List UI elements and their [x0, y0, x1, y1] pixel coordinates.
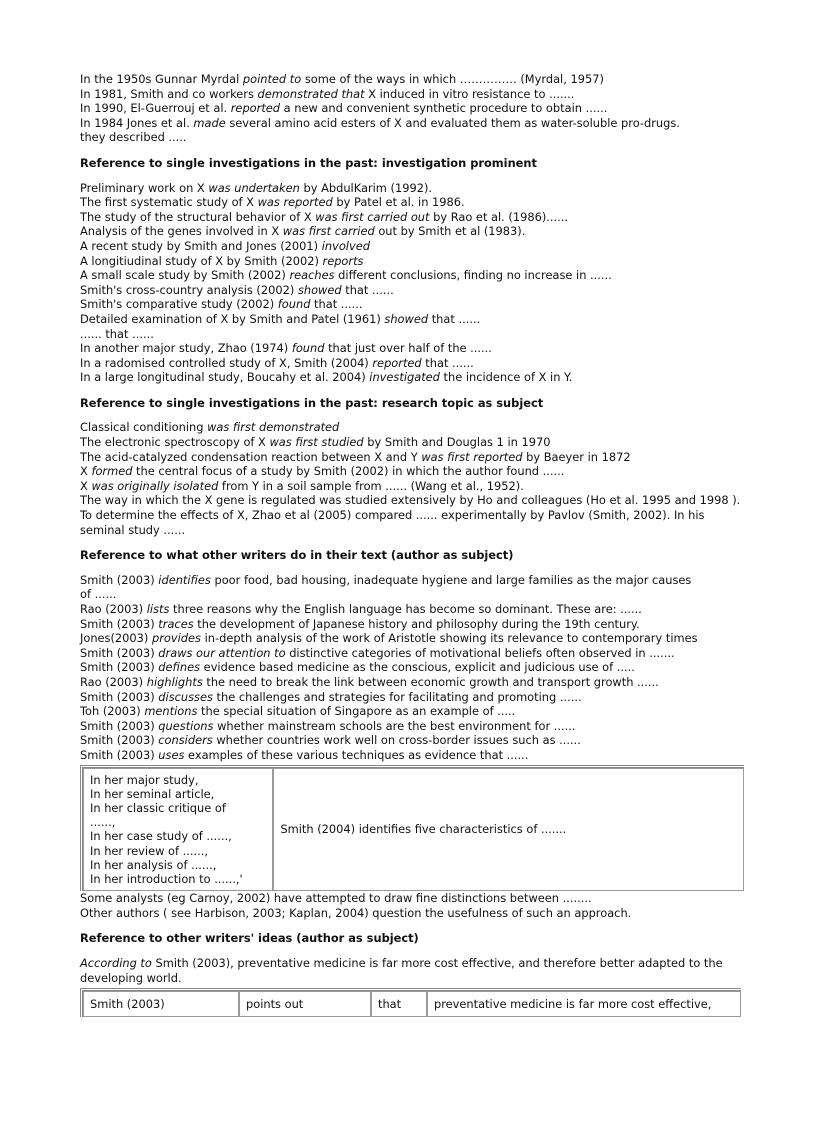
example-line	[80, 130, 744, 145]
example-line	[80, 690, 744, 705]
example-line	[80, 181, 744, 196]
example-line	[80, 660, 744, 675]
reporting-verb: traces	[158, 616, 194, 631]
line-text: by AbdulKarim (1992).	[299, 180, 433, 195]
line-text: the challenges and strategies for facilitating and promoting ......	[212, 689, 582, 704]
line-text: Smith (2003)	[80, 645, 159, 660]
line-text: Smith's cross-country analysis (2002)	[80, 282, 298, 297]
example-line	[80, 675, 744, 690]
heading-research-topic-subject: Reference to single investigations in the past: research topic as subject	[80, 395, 544, 410]
line-text: that ......	[341, 282, 394, 297]
reporting-verb: made	[193, 115, 226, 130]
example-line	[80, 327, 744, 342]
heading-other-writers-ideas: Reference to other writers' ideas (author as subject)	[80, 931, 419, 946]
reporting-verb: identifies	[158, 572, 211, 587]
reporting-verb: was first carried	[282, 224, 375, 239]
line-text: three reasons why the English language has become so dominant. These are: ......	[169, 602, 642, 616]
line-text: X	[80, 464, 92, 479]
intro-examples	[80, 72, 744, 145]
example-line	[80, 341, 744, 356]
line-text: In a radomised controlled study of X, Smith (2004)	[80, 355, 373, 370]
example-line: Other authors ( see Harbison, 2003; Kaplan, 2004) question the usefulness of such an approach.	[80, 905, 632, 920]
according-to-paragraph	[80, 956, 744, 985]
reporting-verb: was undertaken	[208, 180, 300, 195]
line-text: the development of Japanese history and philosophy during the 19th century.	[193, 616, 640, 631]
reporting-verb: was first studied	[269, 435, 364, 450]
reporting-verb: was originally isolated	[91, 478, 219, 493]
example-line	[80, 210, 744, 225]
reporting-verb: reported	[230, 101, 281, 116]
reporting-verb: defines	[158, 660, 201, 675]
reporting-verb: reports	[322, 253, 364, 268]
example-line	[80, 370, 744, 385]
example-line	[80, 254, 744, 269]
line-text: evidence based medicine as the conscious, explicit and judicious use of .....	[200, 660, 635, 675]
example-line	[80, 646, 744, 661]
reporting-verb: reaches	[289, 268, 335, 283]
reporting-verb: provides	[152, 631, 201, 646]
line-text: X induced in vitro resistance to .......	[364, 86, 575, 101]
heading-author-as-subject: Reference to what other writers do in their text (author as subject)	[80, 548, 514, 563]
line-text: whether countries work well on cross-border issues such as ......	[212, 733, 581, 748]
line-text: a new and convenient synthetic procedure to obtain ......	[280, 101, 608, 116]
reporting-verb: pointed to	[242, 72, 302, 86]
reporting-verb: was first carried out	[315, 209, 430, 224]
italic-phrase: According to	[80, 955, 152, 970]
line-text: several amino acid esters of X and evaluated them as water-soluble pro-drugs.	[225, 115, 680, 130]
line-text: by Rao et al. (1986)......	[429, 209, 569, 224]
example-line	[80, 116, 744, 131]
example-line	[80, 748, 744, 763]
example-line	[80, 479, 744, 494]
research-topic-examples	[80, 420, 744, 493]
line-text: that ......	[421, 355, 474, 370]
reporting-verb: showed	[384, 311, 429, 326]
phrase-item: In her major study,	[90, 772, 199, 787]
example-line	[80, 101, 744, 116]
example-line	[80, 72, 744, 87]
line-text: The study of the structural behavior of X	[80, 209, 316, 224]
reporting-verb: lists	[146, 602, 170, 616]
phrases-left-cell	[83, 768, 273, 892]
line-text: X	[80, 478, 92, 493]
example-line	[80, 464, 744, 479]
reporting-verb: uses	[158, 747, 185, 762]
idea-cell-author: Smith (2003)	[83, 991, 239, 1017]
line-text: The electronic spectroscopy of X	[80, 435, 270, 450]
line-text: Smith (2003)	[80, 616, 159, 631]
line-text: by Smith and Douglas 1 in 1970	[363, 435, 551, 450]
line-text: that just over half of the ......	[324, 341, 492, 356]
idea-table	[80, 988, 741, 1017]
line-text: from Y in a soil sample from ...... (Wang et al., 1952).	[218, 478, 524, 493]
idea-cell-that: that	[371, 991, 427, 1017]
investigation-prominent-examples	[80, 181, 744, 385]
line-text: that ......	[310, 297, 363, 312]
line-text: Preliminary work on X	[80, 180, 209, 195]
reporting-verb: found	[291, 341, 325, 356]
reporting-verb: questions	[158, 718, 214, 733]
line-text: Rao (2003)	[80, 674, 147, 689]
example-line	[80, 719, 744, 734]
reporting-verb: considers	[158, 733, 213, 748]
line-text: some of the ways in which …………… (Myrdal, 1957)	[301, 72, 604, 86]
phrase-item: In her analysis of ......,	[90, 857, 217, 872]
example-line	[80, 283, 744, 298]
phrase-item: In her seminal article,	[90, 786, 215, 801]
line-text: out by Smith et al (1983).	[374, 224, 526, 239]
line-text: Smith (2003)	[80, 660, 159, 675]
reporting-verb: demonstrated that	[257, 86, 365, 101]
reporting-verb: investigated	[369, 370, 440, 385]
phrase-item: In her case study of ......,	[90, 829, 232, 844]
reporting-verb: was first reported	[421, 449, 523, 464]
example-line	[80, 450, 744, 465]
reporting-verb: showed	[297, 282, 342, 297]
example-line	[80, 733, 744, 748]
line-text: In a large longitudinal study, Boucahy et al. 2004)	[80, 370, 370, 385]
line-text: Smith (2003)	[80, 572, 159, 587]
example-line	[80, 224, 744, 239]
reporting-verb: discusses	[158, 689, 213, 704]
line-text: whether mainstream schools are the best environment for ......	[213, 718, 576, 733]
line-text: Smith's comparative study (2002)	[80, 297, 278, 312]
reporting-verb: draws our attention to	[158, 645, 286, 660]
example-line	[80, 420, 744, 435]
line-text: A small scale study by Smith (2002)	[80, 268, 290, 283]
reporting-verb: mentions	[144, 704, 198, 719]
example-line: To determine the effects of X, Zhao et al (2005) compared ...... experimentally by Pavlov (Smith, 2002). In his seminal study ......	[80, 508, 705, 537]
line-text: of ......	[80, 587, 117, 602]
reporting-verb: reported	[372, 355, 422, 370]
line-text: Smith (2003)	[80, 689, 159, 704]
line-text: The first systematic study of X	[80, 195, 258, 210]
example-line	[80, 435, 744, 450]
line-text: Smith (2003)	[80, 718, 159, 733]
example-line: Some analysts (eg Carnoy, 2002) have attempted to draw fine distinctions between ........	[80, 891, 592, 906]
line-text: In the 1950s Gunnar Myrdal	[80, 72, 243, 86]
example-line: The way in which the X gene is regulated was studied extensively by Ho and colleagues (Ho et al. 1995 and 1998 ).	[80, 493, 741, 508]
line-text: Jones(2003)	[80, 631, 152, 646]
example-line	[80, 195, 744, 210]
line-text: the need to break the link between economic growth and transport growth ......	[202, 674, 659, 689]
line-text: Rao (2003)	[80, 602, 147, 616]
line-text: the incidence of X in Y.	[439, 370, 573, 385]
line-text: Smith (2003)	[80, 733, 159, 748]
line-text: distinctive categories of motivational beliefs often observed in .......	[285, 645, 675, 660]
reporting-verb: found	[277, 297, 311, 312]
line-text: that ......	[428, 311, 481, 326]
example-line	[80, 268, 744, 283]
example-line	[80, 617, 744, 632]
line-text: in-depth analysis of the work of Aristotle showing its relevance to contemporary times	[200, 631, 698, 646]
line-text: poor food, bad housing, inadequate hygiene and large families as the major causes	[210, 572, 692, 587]
phrases-right-cell: Smith (2004) identifies five characteristics of .......	[273, 768, 744, 892]
line-text: ...... that ......	[80, 326, 154, 341]
example-line	[80, 297, 744, 312]
line-text: Detailed examination of X by Smith and Patel (1961)	[80, 311, 385, 326]
example-line	[80, 573, 744, 588]
phrases-table	[80, 765, 744, 892]
idea-cell-claim: preventative medicine is far more cost effective,	[427, 991, 741, 1017]
line-text: In 1984 Jones et al.	[80, 115, 194, 130]
example-line	[80, 631, 744, 646]
line-text: Classical conditioning	[80, 420, 208, 435]
line-text: examples of these various techniques as evidence that ......	[184, 747, 529, 762]
reporting-verb: was reported	[257, 195, 333, 210]
line-text: In 1981, Smith and co workers	[80, 86, 258, 101]
reporting-verb: highlights	[146, 674, 203, 689]
line-text: the central focus of a study by Smith (2002) in which the author found ......	[132, 464, 565, 479]
example-line	[80, 87, 744, 102]
line-text: Smith (2003)	[80, 747, 159, 762]
reporting-verb: formed	[91, 464, 133, 479]
phrase-item: ......,	[90, 815, 116, 830]
phrase-item: In her review of ......,	[90, 843, 208, 858]
line-text: by Baeyer in 1872	[522, 449, 631, 464]
author-as-subject-examples	[80, 573, 744, 763]
document-page	[80, 72, 744, 1017]
line-text: A longitiudinal study of X by Smith (2002)	[80, 253, 323, 268]
line-text: different conclusions, finding no increase in ......	[334, 268, 612, 283]
example-line	[80, 239, 744, 254]
example-line	[80, 602, 744, 617]
reporting-verb: involved	[321, 238, 370, 253]
line-text: the special situation of Singapore as an example of .....	[197, 704, 516, 719]
example-line	[80, 587, 744, 602]
line-text: Analysis of the genes involved in X	[80, 224, 283, 239]
line-text: by Patel et al. in 1986.	[332, 195, 465, 210]
line-text: A recent study by Smith and Jones (2001)	[80, 238, 322, 253]
phrase-item: In her classic critique of	[90, 800, 226, 815]
example-line	[80, 704, 744, 719]
example-line	[80, 356, 744, 371]
line-text: In 1990, El-Guerrouj et al.	[80, 101, 231, 116]
line-text: The acid-catalyzed condensation reaction between X and Y	[80, 449, 422, 464]
paragraph-text: Smith (2003), preventative medicine is far more cost effective, and therefore better adapted to the developing world.	[80, 955, 723, 985]
reporting-verb: was first demonstrated	[207, 420, 340, 435]
line-text: In another major study, Zhao (1974)	[80, 341, 292, 356]
heading-investigation-prominent: Reference to single investigations in the past: investigation prominent	[80, 155, 537, 170]
idea-cell-verb: points out	[239, 991, 371, 1017]
line-text: they described .....	[80, 130, 187, 145]
line-text: Toh (2003)	[80, 704, 145, 719]
example-line	[80, 312, 744, 327]
phrase-item: In her introduction to ......,'	[90, 871, 243, 886]
